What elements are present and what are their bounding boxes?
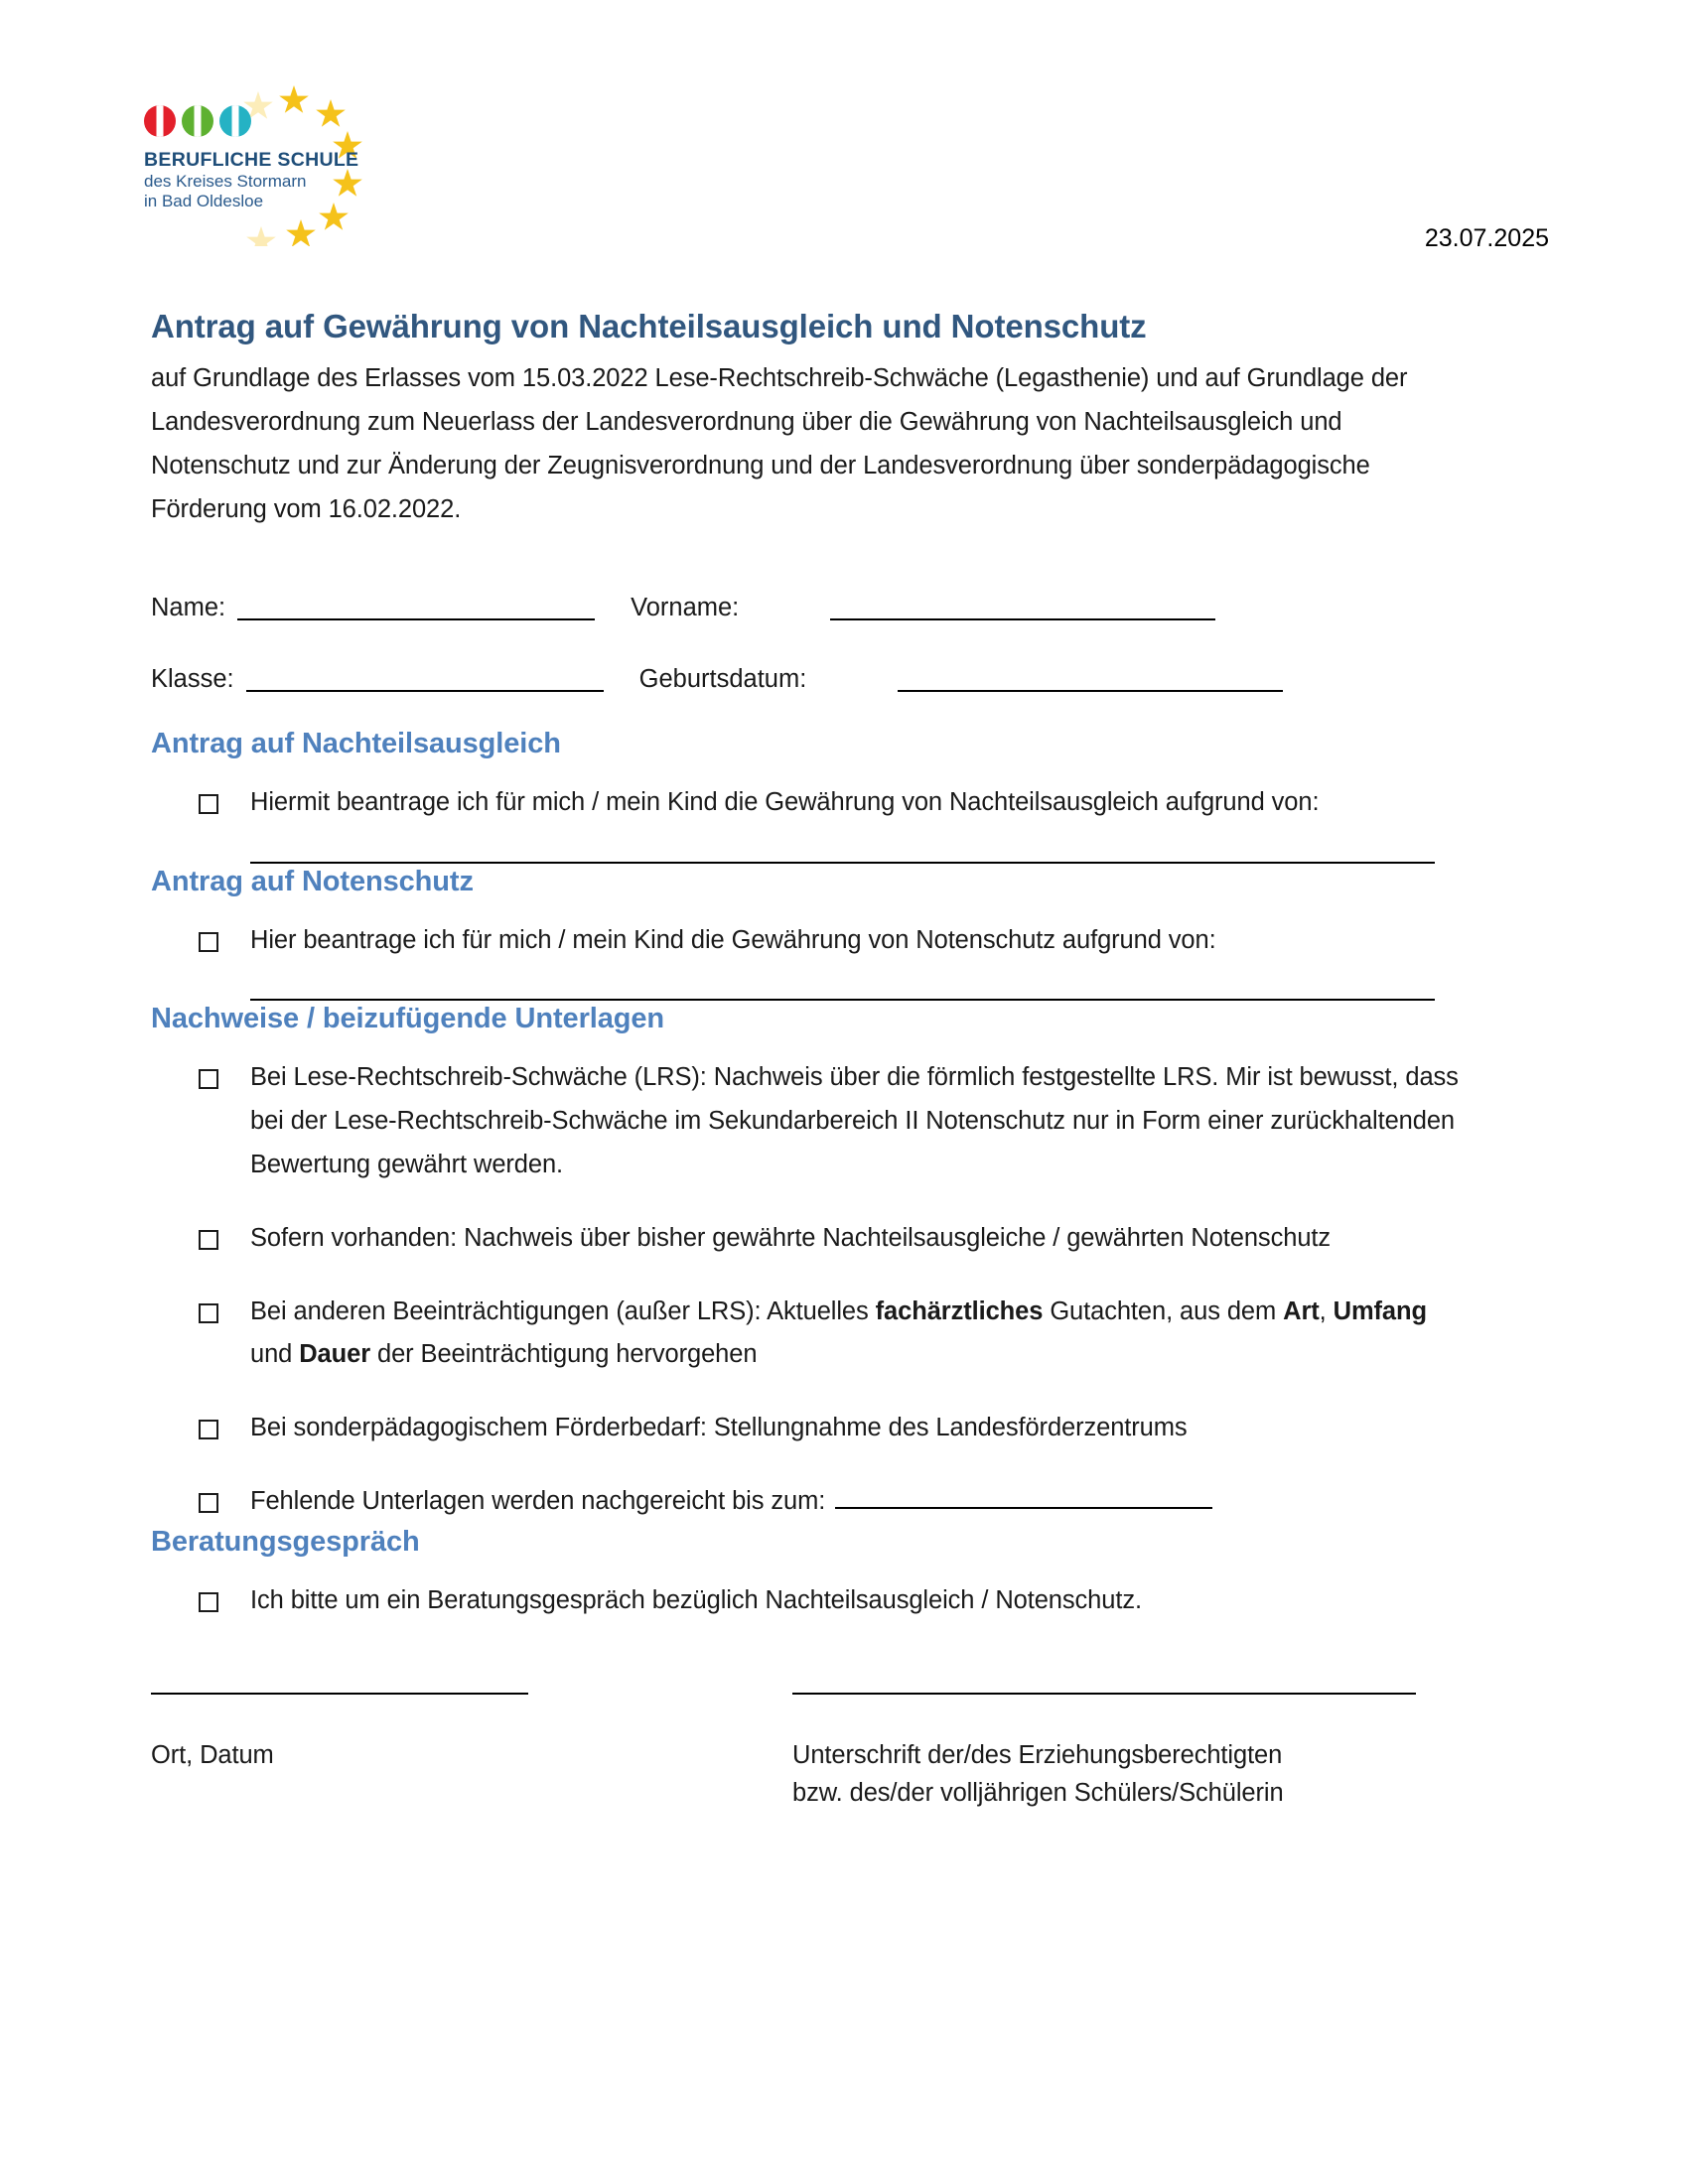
document-body [151, 308, 1462, 1812]
checkbox-item-notenschutz[interactable] [151, 919, 1462, 963]
field-row-klasse [151, 654, 1462, 692]
checkbox-label: Bei Lese-Rechtschreib-Schwäche (LRS): Nachweis über die förmlich festgestellte LRS. Mir ist bewusst, dass bei der Lese-Rechtschreib-Schwäche im Sekundarbereich II Notenschutz nur in Form einer zurückhaltenden Bewertung gewährt werden. [250, 1063, 1459, 1178]
intro-paragraph: auf Grundlage des Erlasses vom 15.03.2022 Lese-Rechtschreib-Schwäche (Legasthenie) und auf Grundlage der Landesverordnung zum Neuerlass der Landesverordnung über die Gewährung von Nachteilsausgleich und Notenschutz und zur Änderung der Zeugnisverordnung und der Landesverordnung über sonderpädagogische Förderung vom 16.02.2022. [151, 363, 1408, 523]
checkbox-label: Bei sonderpädagogischem Förderbedarf: Stellungnahme des Landesförderzentrums [250, 1414, 1188, 1442]
checkbox-label [250, 1480, 1462, 1524]
gutachten-text-pre: Bei anderen Beeinträchtigungen (außer LRS): Aktuelles [250, 1297, 876, 1325]
checkbox-label: Hier beantrage ich für mich / mein Kind die Gewährung von Notenschutz aufgrund von: [250, 925, 1216, 954]
logo-line-2: des Kreises Stormarn [144, 172, 307, 191]
section-heading-nachweise: Nachweise / beizufügende Unterlagen [151, 1003, 664, 1035]
checkbox-label: Sofern vorhanden: Nachweis über bisher gewährte Nachteilsausgleiche / gewährten Notenschutz [250, 1223, 1332, 1252]
checkbox-icon[interactable] [199, 1303, 218, 1323]
unterschrift-caption [792, 1736, 1428, 1813]
checkbox-item-facharztliches-gutachten[interactable] [151, 1291, 1462, 1378]
checkbox-icon[interactable] [199, 794, 218, 814]
checkbox-icon[interactable] [199, 1230, 218, 1250]
page-title: Antrag auf Gewährung von Nachteilsausgleich und Notenschutz [151, 308, 1147, 344]
signature-column-left [151, 1693, 600, 1813]
gutachten-text-mid3: und [250, 1340, 300, 1369]
klasse-input[interactable] [246, 662, 604, 692]
logo-wordmark [144, 149, 358, 211]
signature-spacer [600, 1693, 792, 1813]
unterschrift-input[interactable] [792, 1693, 1416, 1695]
ort-datum-input[interactable] [151, 1693, 528, 1695]
checkbox-item-fehlende-unterlagen[interactable] [151, 1480, 1462, 1524]
checkbox-icon[interactable] [199, 1069, 218, 1089]
geburtsdatum-input[interactable] [898, 662, 1283, 692]
gutachten-bold-umfang: Umfang [1333, 1297, 1427, 1325]
gutachten-text-post: der Beeinträchtigung hervorgehen [370, 1340, 758, 1369]
personal-fields [151, 583, 1462, 692]
logo-circle-red-icon [144, 105, 176, 137]
checkbox-label: Hiermit beantrage ich für mich / mein Kind die Gewährung von Nachteilsausgleich aufgrund von: [250, 788, 1320, 817]
checkbox-item-sonderpaedagogisch[interactable] [151, 1407, 1462, 1450]
logo-circle-teal-icon [219, 105, 251, 137]
signature-column-right [792, 1693, 1428, 1813]
document-date: 23.07.2025 [1424, 224, 1549, 252]
geburtsdatum-label: Geburtsdatum: [638, 664, 807, 693]
gutachten-text-mid2: , [1319, 1297, 1334, 1325]
signature-block [151, 1693, 1462, 1813]
klasse-label: Klasse: [151, 664, 234, 693]
logo-circle-group [144, 105, 251, 137]
vorname-input[interactable] [830, 591, 1215, 620]
section-heading-beratungsgespraech: Beratungsgespräch [151, 1526, 420, 1559]
section-heading-notenschutz: Antrag auf Notenschutz [151, 865, 474, 897]
logo-line-3: in Bad Oldesloe [144, 192, 264, 211]
gutachten-bold-art: Art [1283, 1297, 1320, 1325]
school-logo [139, 77, 397, 246]
logo-circle-green-icon [182, 105, 213, 137]
checkbox-label: Ich bitte um ein Beratungsgespräch bezüglich Nachteilsausgleich / Notenschutz. [250, 1585, 1142, 1614]
field-row-name [151, 583, 1462, 620]
section-heading-nachteilsausgleich: Antrag auf Nachteilsausgleich [151, 728, 561, 760]
checkbox-item-beratungsgespraech[interactable] [151, 1579, 1462, 1623]
logo-line-1: BERUFLICHE SCHULE [144, 149, 359, 171]
checkbox-item-lrs-nachweis[interactable] [151, 1056, 1462, 1187]
unterschrift-caption-line-2: bzw. des/der volljährigen Schülers/Schülerin [792, 1778, 1284, 1807]
checkbox-icon[interactable] [199, 1493, 218, 1513]
checkbox-icon[interactable] [199, 932, 218, 952]
nachreichen-datum-input[interactable] [835, 1483, 1212, 1509]
name-label: Name: [151, 593, 226, 621]
checkbox-item-bisherige-nachweise[interactable] [151, 1217, 1462, 1261]
checkbox-label [250, 1291, 1462, 1378]
checkbox-item-nachteilsausgleich[interactable] [151, 781, 1462, 825]
checkbox-icon[interactable] [199, 1592, 218, 1612]
name-input[interactable] [237, 591, 595, 620]
ort-datum-caption: Ort, Datum [151, 1740, 274, 1769]
fehlende-unterlagen-text: Fehlende Unterlagen werden nachgereicht bis zum: [250, 1487, 826, 1516]
checkbox-icon[interactable] [199, 1420, 218, 1439]
unterschrift-caption-line-1: Unterschrift der/des Erziehungsberechtigten [792, 1740, 1283, 1769]
gutachten-bold-facharztliches: fachärztliches [875, 1297, 1044, 1325]
vorname-label: Vorname: [631, 593, 740, 621]
gutachten-bold-dauer: Dauer [299, 1340, 371, 1369]
gutachten-text-mid1: Gutachten, aus dem [1043, 1297, 1284, 1325]
